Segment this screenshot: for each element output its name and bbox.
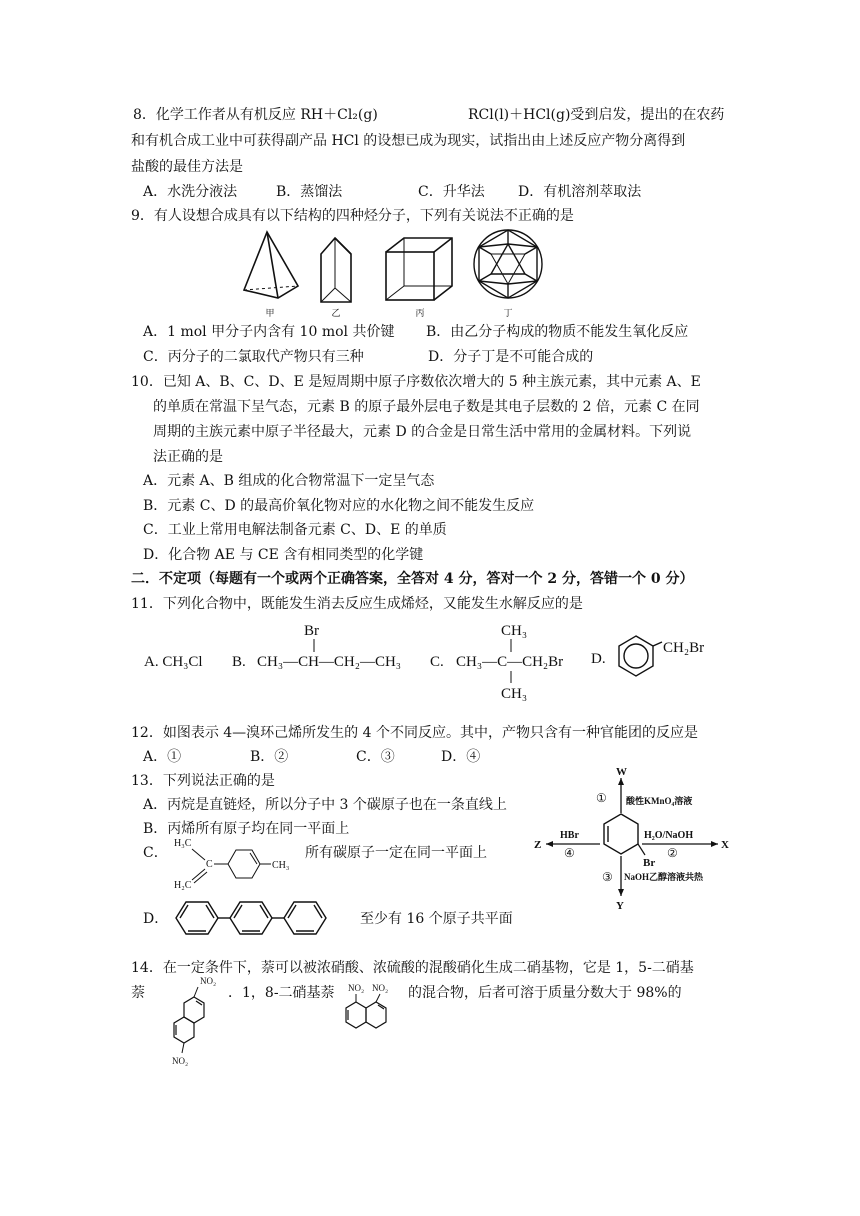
q8-line3: 盐酸的最佳方法是 <box>131 159 243 175</box>
svg-text:CH₃: CH₃ <box>272 860 290 871</box>
svg-text:NO₂: NO₂ <box>372 983 389 993</box>
q11-b-substituent: Br <box>304 623 319 639</box>
reagent-2: H₂O/NaOH <box>644 830 694 841</box>
label-bing: 丙 <box>415 308 425 318</box>
product-w: W <box>616 766 627 778</box>
q11-d-group: CH₂Br <box>663 640 705 656</box>
q8-option-a: A．水洗分液法 <box>143 184 238 200</box>
product-y: Y <box>616 900 624 912</box>
section-heading: 二．不定项（每题有一个或两个正确答案，全答对 4 分，答对一个 2 分，答错一个 0 分） <box>131 571 694 587</box>
reagent-3: NaOH乙醇溶液共热 <box>624 872 704 882</box>
q11-stem: 11．下列化合物中，既能发生消去反应生成烯烃，又能发生水解反应的是 <box>131 596 583 612</box>
svg-text:C: C <box>206 859 213 870</box>
q8-line2: 和有机合成工业中可获得副产品 HCl 的设想已成为现实，试指出由上述反应产物分离得到 <box>131 133 686 149</box>
q14-line1: 14．在一定条件下，萘可以被浓硝酸、浓硫酸的混酸硝化生成二硝基物，它是 1，5-二硝基 <box>131 960 694 976</box>
reaction-scheme <box>530 764 740 914</box>
cyclohexene-ring <box>604 814 638 854</box>
tetrahedron-figure <box>244 232 298 298</box>
q10-option-a: A．元素 A、B 组成的化合物常温下一定呈气态 <box>143 473 435 489</box>
q14-line2b: ．1，8-二硝基萘 <box>228 985 335 1001</box>
reagent-1: 酸性KMnO₄溶液 <box>626 796 693 806</box>
q10-line1: 10．已知 A、B、C、D、E 是短周期中原子序数依次增大的 5 种主族元素，其中元素 A、E <box>131 374 701 390</box>
label-yi: 乙 <box>331 308 341 318</box>
q8-option-d: D．有机溶剂萃取法 <box>518 184 642 200</box>
q12-option-a: A．① <box>143 749 182 765</box>
reagent-4: HBr <box>560 830 579 841</box>
q10-option-c: C．工业上常用电解法制备元素 C、D、E 的单质 <box>143 522 447 538</box>
product-z: Z <box>534 839 542 851</box>
q12-option-c: C．③ <box>356 749 395 765</box>
q11-formulas <box>140 616 730 704</box>
q13-d-label: D． <box>143 911 169 927</box>
q13-stem: 13．下列说法正确的是 <box>131 773 275 789</box>
q11-d-label: D. <box>591 651 606 667</box>
q11-b-formula: CH₃—CH—CH₂—CH₃ <box>257 654 402 670</box>
step-2: ② <box>667 846 678 860</box>
q10-line3: 周期的主族元素中原子半径最大，元素 D 的合金是日常生活中常用的金属材料。下列说 <box>153 424 692 440</box>
q10-line2: 的单质在常温下呈气态，元素 B 的原子最外层电子数是其电子层数的 2 倍，元素 C 在同 <box>153 399 700 415</box>
svg-text:NO₂: NO₂ <box>200 976 217 986</box>
q10-option-d: D．化合物 AE 与 CE 含有相同类型的化学键 <box>143 547 424 563</box>
q12-option-d: D．④ <box>441 749 481 765</box>
q9-option-a: A．1 mol 甲分子内含有 10 mol 共价键 <box>143 324 395 340</box>
q8-option-c: C．升华法 <box>418 184 485 200</box>
q13-c-text: 所有碳原子一定在同一平面上 <box>305 845 487 861</box>
terphenyl-structure <box>168 898 336 938</box>
q11-b-label: B. <box>232 654 246 670</box>
svg-text:H₃C: H₃C <box>174 838 192 849</box>
q14-line2a: 萘 <box>131 985 145 1001</box>
step-4: ④ <box>564 846 575 860</box>
q11-c-formula: CH₃—C—CH₂Br <box>456 654 564 670</box>
label-ding: 丁 <box>503 308 513 318</box>
q13-c-structure <box>170 834 300 894</box>
q13-d-text: 至少有 16 个原子共平面 <box>360 911 513 927</box>
q11-c-top: CH₃ <box>501 623 528 639</box>
q8-option-b: B．蒸馏法 <box>276 184 343 200</box>
q13-option-b: B．丙烯所有原子均在同一平面上 <box>143 821 350 837</box>
label-jia: 甲 <box>265 308 275 318</box>
q8-products: RCl(l)＋HCl(g)受到启发，提出的在农药 <box>468 107 725 123</box>
q13-option-a: A．丙烷是直链烃，所以分子中 3 个碳原子也在一条直线上 <box>143 797 507 813</box>
q9-option-b: B．由乙分子构成的物质不能发生氧化反应 <box>426 324 689 340</box>
reaction-arrow <box>396 110 466 122</box>
q9-structures <box>236 226 546 322</box>
product-x: X <box>721 839 729 851</box>
q11-c-bottom: CH₃ <box>501 686 528 702</box>
svg-text:NO₂: NO₂ <box>348 983 365 993</box>
icosahedron-figure <box>474 230 542 298</box>
step-1: ① <box>596 791 607 805</box>
benzene-ring <box>619 636 662 676</box>
q9-option-c: C．丙分子的二氯取代产物只有三种 <box>143 349 364 365</box>
q13-c-label: C． <box>143 845 168 861</box>
svg-text:H₂C: H₂C <box>174 880 192 891</box>
cube-figure <box>386 238 452 300</box>
step-3: ③ <box>602 870 613 884</box>
q11-option-a: A. CH₃Cl <box>144 654 203 670</box>
bromo-label: Br <box>643 857 656 869</box>
dinitronaphthalene-15 <box>156 975 226 1067</box>
q11-c-label: C. <box>430 654 444 670</box>
q10-line4: 法正确的是 <box>153 449 223 465</box>
q9-option-d: D．分子丁是不可能合成的 <box>428 349 594 365</box>
dinitronaphthalene-18 <box>334 982 406 1044</box>
q12-option-b: B．② <box>250 749 289 765</box>
q10-option-b: B．元素 C、D 的最高价氧化物对应的水化物之间不能发生反应 <box>143 498 535 514</box>
q8-lead: 8．化学工作者从有机反应 RH＋Cl₂(g) <box>133 107 378 123</box>
prism-figure <box>321 238 351 302</box>
q12-stem: 12．如图表示 4—溴环己烯所发生的 4 个不同反应。其中，产物只含有一种官能团的反应是 <box>131 725 698 741</box>
q9-stem: 9．有人设想合成具有以下结构的四种烃分子，下列有关说法不正确的是 <box>131 208 574 224</box>
svg-text:NO₂: NO₂ <box>172 1056 189 1066</box>
q14-line2c: 的混合物，后者可溶于质量分数大于 98%的 <box>408 985 682 1001</box>
